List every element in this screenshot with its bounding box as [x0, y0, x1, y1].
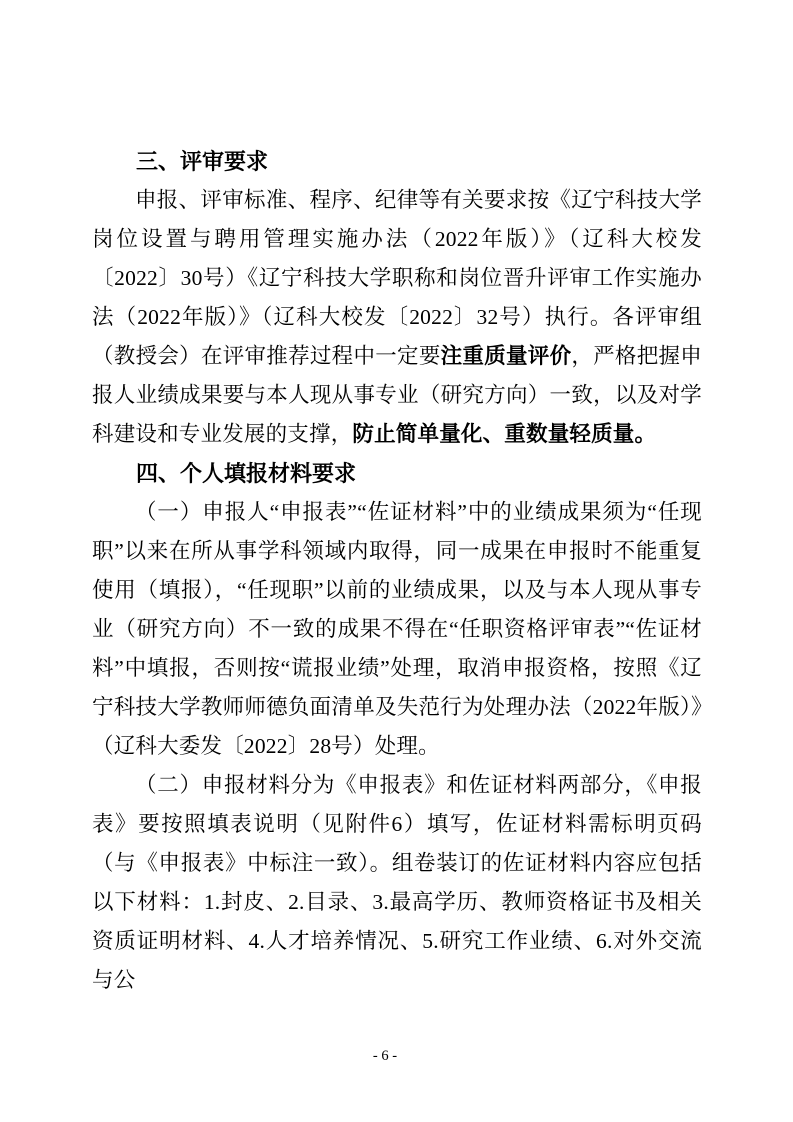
body-text: （二）申报材料分为《申报表》和佐证材料两部分，《申报表》要按照填表说明（见附件6）填写，佐证材料需标明页码（与《申报表》中标注一致）。组卷装订的佐证材料内容应包括以下材料：1.封皮、2.目录、3.最高学历、教师资格证书及相关资质证明材料、4.人才培养情况、5.研究工作业绩、6.对外交流与公: [92, 773, 702, 992]
paragraph: [92, 766, 702, 1000]
section-heading: 三、评审要求: [136, 149, 269, 174]
section-heading: 四、个人填报材料要求: [136, 461, 357, 486]
body-text: ，严格把握申报人业绩成果要与本人现从事专业（研究方向）一致，以及对学科建设和专业发展的支撑，: [92, 344, 703, 446]
page-footer: [0, 1048, 770, 1065]
paragraph: [92, 181, 702, 454]
body-text: （一）申报人“申报表”“佐证材料”中的业绩成果须为“任现职”以来在所从事学科领域内取得，同一成果在申报时不能重复使用（填报），“任现职”以前的业绩成果，以及与本人现从事专业（研究方向）不一致的成果不得在“任职资格评审表”“佐证材料”中填报，否则按“谎报业绩”处理，取消申报资格，按照《辽宁科技大学教师师德负面清单及失范行为处理办法（2022年版）》（辽科大委发〔2022〕28号）处理。: [92, 500, 702, 758]
body-text: 申报、评审标准、程序、纪律等有关要求按《辽宁科技大学岗位设置与聘用管理实施办法（2022年版）》（辽科大校发〔2022〕30号）《辽宁科技大学职称和岗位晋升评审工作实施办法（2022年版）》（辽科大校发〔2022〕32号）执行。各评审组（教授会）在评审推荐过程中一定要: [92, 188, 702, 368]
page-number: - 6 -: [372, 1048, 398, 1064]
document-body: [92, 142, 702, 1000]
paragraph: [92, 493, 702, 766]
emphasis-text: 注重质量评价: [440, 344, 572, 368]
emphasis-text: 防止简单量化、重数量轻质量。: [352, 422, 657, 446]
